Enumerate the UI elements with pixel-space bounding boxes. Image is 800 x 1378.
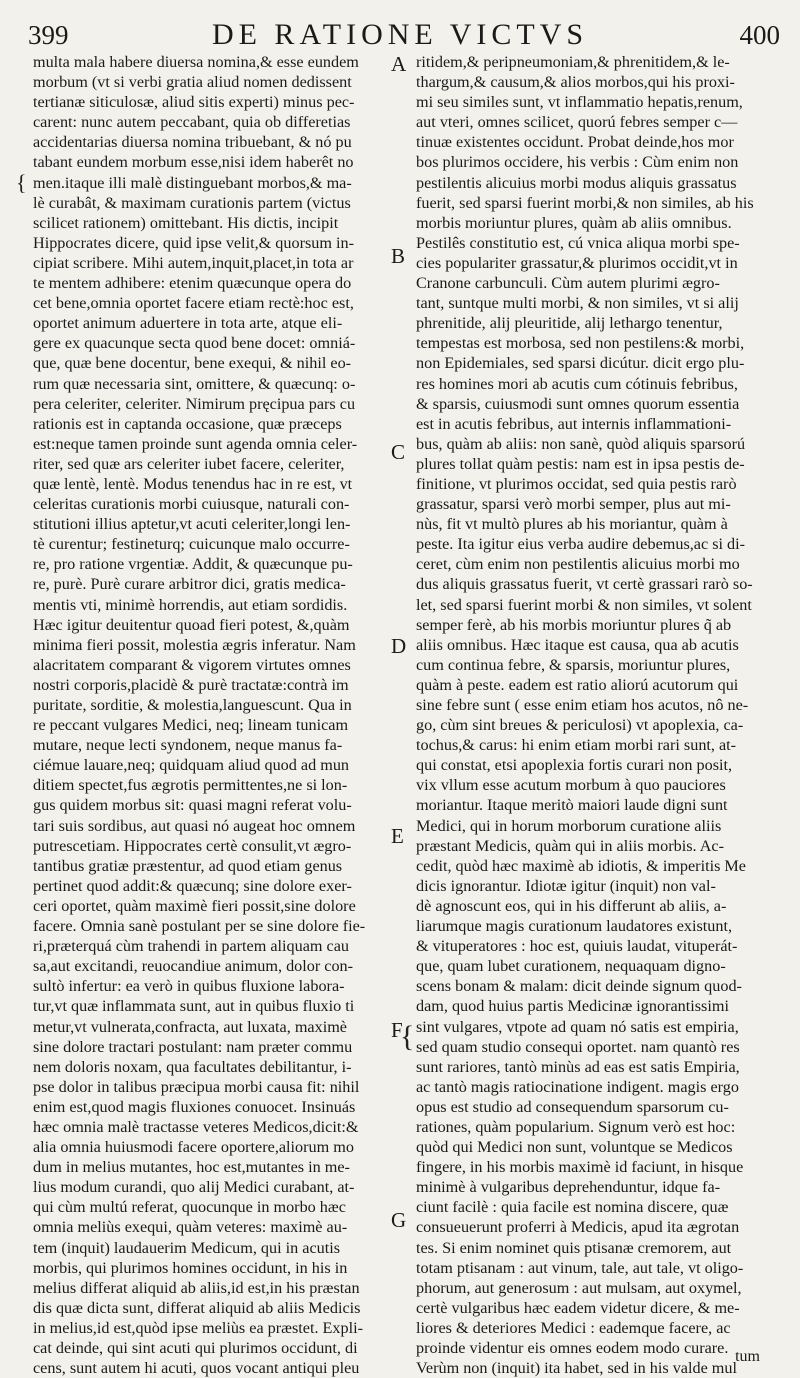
right-column-line: dè agnoscunt eos, qui in his differunt ab aliis, a- <box>416 896 727 915</box>
left-column-line: tem (inquit) laudauerim Medicum, qui in acutis <box>33 1238 341 1257</box>
left-column-line: ceri oportet, quàm maximè fieri possit,sine dolore <box>33 896 356 915</box>
right-column-line: cum continua febre, & sparsis, moriuntur plures, <box>416 655 731 674</box>
right-column-line: Cranone carbunculi. Cùm autem plurimi ægro- <box>416 274 720 293</box>
right-column-line: ritidem,& peripneumoniam,& phrenitidem,& le- <box>416 53 730 71</box>
left-column-line: cet bene,omnia oportet facere etiam rectè:hoc est, <box>33 294 354 313</box>
right-column-line: quàm à peste. eadem est ratio aliorú acutorum qui <box>416 675 739 694</box>
right-column-line: tant, suntque multi morbi, & non similes, vt si alij <box>416 294 739 313</box>
left-column-line: scilicet rationem) omittebant. His dictis, incipit <box>33 213 339 232</box>
section-marker-b: B <box>391 244 406 268</box>
page-number-right: 400 <box>739 20 780 50</box>
right-column-line: fingere, in his morbis maximè id faciunt, in hisque <box>416 1158 744 1177</box>
right-column-line: thargum,& causum,& alios morbos,qui his proxi- <box>416 73 735 92</box>
right-column-line: proinde videntur eis omnes eodem modo curare. <box>416 1339 729 1357</box>
left-column-line: pera celeriter, celeriter. Nimirum pręcipua pars cu <box>33 394 356 413</box>
left-column-line: alacritatem comparant & vigorem virtutes omnes <box>33 655 351 674</box>
left-column-line: sa,aut excitandi, reuocandiue animum, dolor con- <box>33 957 354 976</box>
left-column-line: mutare, neque lecti syndonem, neque manus fa- <box>33 736 343 755</box>
left-column-line: cens, sunt autem hi acuti, quos vocant antiqui pleu <box>33 1359 360 1378</box>
right-column-line: & sparsis, cuiusmodi sunt omnes quorum essentia <box>416 394 740 413</box>
right-column-line: aut vteri, omnes scilicet, quorú febres semper c— <box>416 113 738 132</box>
left-column-line: tantibus gratiæ præstentur, ad quod etiam genus <box>33 856 343 875</box>
section-marker-d: D <box>391 634 407 658</box>
right-column-line: cedit, quòd hæc maximè ab idiotis, & imperitis Me <box>416 856 746 875</box>
left-column-line: tè curentur; festineturq; cuicunque malo occurre- <box>33 535 350 554</box>
left-column-line: putrescetiam. Hippocrates certè consulit,vt ægro- <box>33 836 352 855</box>
right-column-line: finitione, vt plurimos occidat, sed quia pestis rarò <box>416 474 737 493</box>
left-column-line: Hippocrates dicere, quid ipse velit,& quorsum in- <box>33 233 354 252</box>
left-column-line: pertinet quod addit:& quæcunq; sine dolore exer- <box>33 876 352 895</box>
right-column-line: dicis ignorantur. Idiotæ igitur (inquit) non val- <box>416 876 716 895</box>
left-column-line: lè curabât, & maximam curationis partem (victus <box>33 193 351 212</box>
left-column-line: stitutioni illius aptetur,vt acuti celeriter,longi len- <box>33 515 351 534</box>
left-column-line: que, quæ bene docentur, bene exequi, & nihil eo- <box>33 354 352 373</box>
left-column-line: facere. Omnia sanè postulant per se sine dolore fie- <box>33 917 366 936</box>
left-column-line: in melius,id est,quòd ipse meliùs ea præstet. Expli- <box>33 1318 364 1337</box>
right-column-line: grassatur, sparsi verò morbi semper, plus aut mi- <box>416 495 731 514</box>
right-column-line: consueuerunt proferri à Medicis, apud ita ægrotan <box>416 1218 740 1237</box>
section-marker-e: E <box>391 824 404 848</box>
right-column-line: quòd qui Medici non sunt, voluntque se Medicos <box>416 1138 733 1157</box>
left-column-line: dum in melius mutantes, hoc est,mutantes in me- <box>33 1158 350 1177</box>
right-column-line: Pestilês constitutio est, cú vnica aliqua morbi spe- <box>416 233 740 252</box>
right-column-line: sunt rariores, tantò minùs ad eas est satis Empiria, <box>416 1057 740 1076</box>
left-column-line: pse dolor in talibus præcipua morbi causa fit: nihil <box>33 1077 360 1096</box>
right-column-line: bus, quàm ab aliis: non sanè, quòd aliquis sparsorú <box>416 434 746 453</box>
right-column-line: qui constat, etsi apoplexia fortis curari non posit, <box>416 756 733 775</box>
left-column-line: tur,vt quæ inflammata sunt, aut in quibus fluxio ti <box>33 997 355 1016</box>
right-column-line: liarumque magis curationum laudatores existunt, <box>416 917 733 936</box>
left-column-line: carent: nunc autem peccabant, quia ob differetias <box>33 113 351 132</box>
left-column-line: metur,vt vulnerata,confracta, aut luxata, maximè <box>33 1017 347 1036</box>
section-marker-f: F <box>391 1018 403 1042</box>
page-header <box>0 14 800 54</box>
right-column <box>416 52 788 1378</box>
left-column-line: morbis, qui plurimos homines occidunt, in his in <box>33 1258 348 1277</box>
left-column-line: celeritas curationis morbi cuiusque, naturali con- <box>33 495 350 514</box>
left-column-line: tari suis sordibus, aut quasi nó augeat hoc omnem <box>33 816 356 835</box>
left-column-line: qui cùm multú referat, quocunque in morbo hæc <box>33 1198 346 1217</box>
left-column-line: re peccant vulgares Medici, neq; lineam tunicam <box>33 716 349 735</box>
right-column-line: scens bonam & malam: dicit deinde signum quod- <box>416 977 742 996</box>
left-column <box>33 52 395 1378</box>
left-column-line: gus quidem morbus sit: quasi magni referat volu- <box>33 796 352 815</box>
right-column-line: tempestas est morbosa, sed non pestilens:& morbi, <box>416 334 745 353</box>
left-column-line: cat deinde, qui sint acuti qui plurimos occidunt, di <box>33 1339 358 1357</box>
left-column-line: dis quæ dicta sunt, differat aliquid ab aliis Medicis <box>33 1298 361 1317</box>
right-column-line: vix vllum esse acutum morbum à quo pauciores <box>416 776 726 795</box>
right-column-line: cies populariter grassatur,& plurimos occidit,vt in <box>416 253 738 272</box>
left-column-line: minima fieri possit, molestia ægris inferatur. Nam <box>33 635 356 654</box>
left-column-line: quæ lentè, lentè. Modus tenendus hac in re est, vt <box>33 474 353 493</box>
right-column-line: ceret, cùm enim non pestilentis alicuius morbi mo <box>416 555 740 574</box>
left-column-line: tertianæ siticulosæ, aliud sitis experti) minus pec- <box>33 93 355 112</box>
left-column-line: est:neque tamen proinde sunt agenda omnia celer- <box>33 434 358 453</box>
left-column-line: men.itaque illi malè distinguebant morbos,& ma- <box>33 173 352 192</box>
left-column-line: morbum (vt si verbi gratia aliud nomen dedissent <box>33 73 352 92</box>
right-column-line: plures tollat quàm pestis: nam est in ipsa pestis de- <box>416 454 745 473</box>
right-column-line: Medici, qui in horum morborum curatione aliis <box>416 816 722 835</box>
right-column-line: & vituperatores : hoc est, quiuis laudat, vituperát- <box>416 937 738 956</box>
left-column-line: ri,præterquá cùm trahendi in partem aliquam cau <box>33 937 349 956</box>
left-column-line: gere ex quacunque secta quod bene docet: omniá- <box>33 334 356 353</box>
catchword: tum <box>735 1348 760 1365</box>
left-column-line: riter, sed quæ ars celeriter iubet facere, celeriter, <box>33 454 345 473</box>
right-column-line: fuerit, sed sparsi fuerint morbi,& non similes, ab his <box>416 193 754 212</box>
left-column-line: multa mala habere diuersa nomina,& esse eundem <box>33 53 359 71</box>
right-column-line: go, cùm sint breues & periculosi) vt apoplexia, ca- <box>416 716 744 735</box>
left-column-line: hæc omnia malè tractasse veteres Medicos,dicit:& <box>33 1117 359 1136</box>
right-column-line: ciunt facilè : quia facile est nomina discere, quæ <box>416 1198 729 1217</box>
right-column-line: aliis omnibus. Hæc itaque est causa, qua ab acutis <box>416 635 739 654</box>
left-column-line: re, purè. Purè curare arbitror dici, gratis medica- <box>33 575 346 594</box>
section-marker-a: A <box>391 52 407 76</box>
section-marker-c: C <box>391 440 406 464</box>
margin-bracket-mark-f: { <box>400 1020 415 1053</box>
left-column-line: rationis est in captanda occasione, quæ præceps <box>33 414 342 433</box>
right-column-line: totam ptisanam : aut vinum, tale, aut tale, vt oligo- <box>416 1258 744 1277</box>
left-column-line: re, pro ratione vrgentiæ. Addit, & quæcunque pu- <box>33 555 353 574</box>
right-column-line: rationes, quàm popularium. Signum verò est hoc: <box>416 1117 736 1136</box>
right-column-line: tes. Si enim nominet quis ptisanæ cremorem, aut <box>416 1238 732 1257</box>
right-column-line: tochus,& carus: hi enim etiam morbi rari sunt, at- <box>416 736 737 755</box>
right-column-line: let, sed sparsi fuerint morbi & non similes, vt solent <box>416 595 752 614</box>
section-marker-g: G <box>391 1208 407 1232</box>
left-column-line: cipiat scribere. Mihi autem,inquit,placet,in tota ar <box>33 253 354 272</box>
page-number-left: 399 <box>28 20 69 50</box>
running-title: DE RATIONE VICTVS <box>211 18 589 51</box>
right-column-line: non Epidemiales, sed sparsi dicútur. dicit ergo plu- <box>416 354 745 373</box>
right-column-line: nùs, fit vt multò plures ab his moriantur, quàm à <box>416 515 728 534</box>
right-column-line: tinuæ existentes occidunt. Probat deinde,hos mor <box>416 133 734 152</box>
left-column-line: melius differat aliquid ab aliis,id est,in his præstan <box>33 1278 360 1297</box>
right-column-line: minimè à vulgaribus deprehenduntur, idque fa- <box>416 1178 721 1197</box>
right-column-line: bos plurimos occidere, his verbis : Cùm enim non <box>416 153 739 172</box>
right-column-line: que, quam lubet curationem, nequaquam digno- <box>416 957 726 976</box>
right-column-line: sine febre sunt ( esse enim etiam hos acutos, nô ne- <box>416 696 749 714</box>
left-column-line: oportet animum aduertere in tota arte, atque eli- <box>33 314 343 333</box>
left-column-line: nostri corporis,placidè & purè tractatæ:contrà im <box>33 675 349 694</box>
left-column-line: alia omnia huiusmodi facere oportere,aliorum mo <box>33 1138 354 1157</box>
left-column-line: ditiem spectet,fus ægrotis permittentes,ne si lon- <box>33 776 348 795</box>
right-column-line: phorum, aut generosum : aut mulsam, aut oxymel, <box>416 1278 742 1297</box>
right-column-line: sint vulgares, vtpote ad quam nó satis est empiria, <box>416 1017 739 1036</box>
left-column-line: sine dolore tractari postulant: nam præter commu <box>33 1037 353 1056</box>
left-column-line: ciémue lauare,neq; quidquam aliud quod ad mun <box>33 756 350 775</box>
right-column-line: præstant Medicis, quàm qui in aliis morbis. Ac- <box>416 836 724 855</box>
left-column-line: omnia meliùs exequi, quàm veteres: maximè au- <box>33 1218 348 1237</box>
right-column-line: peste. Ita igitur eius verba audire debemus,ac si di- <box>416 535 746 554</box>
right-column-line: mi seu similes sunt, vt inflammatio hepatis,renum, <box>416 93 743 112</box>
left-column-line: lius modum curandi, quo alij Medici curabant, at- <box>33 1178 355 1197</box>
right-column-line: opus est studio ad consequendum sparsorum cu- <box>416 1097 729 1116</box>
left-column-line: te mentem adhibere: etenim quæcunque opera do <box>33 274 352 293</box>
right-column-line: sed quam studio consequi oportet. nam quantò res <box>416 1037 740 1056</box>
right-column-line: certè vulgaribus hæc eadem videtur dicere, & me- <box>416 1298 740 1317</box>
left-column-line: tabant eundem morbum esse,nisi idem haberêt no <box>33 153 354 172</box>
right-column-line: ac tantò magis ratiocinatione indigent. magis ergo <box>416 1077 739 1096</box>
right-column-line: pestilentis alicuius morbi modus aliquis grassatus <box>416 173 737 192</box>
left-column-line: rum quæ necessaria sint, omittere, & quæcunq: o- <box>33 374 356 393</box>
left-column-line: sultò infertur: ea verò in quibus fluxione labora- <box>33 977 345 996</box>
right-column-line: Verùm non (inquit) ita habet, sed in his valde mul <box>416 1359 737 1378</box>
right-column-line: phrenitide, alij pleuritide, alij lethargo tenentur, <box>416 314 723 333</box>
right-column-line: est in acutis febribus, aut internis inflammationi- <box>416 414 732 433</box>
right-column-line: moriantur. Itaque meritò maiori laude digni sunt <box>416 796 728 815</box>
left-column-line: accidentarias diuersa nomina tribuebant, & nó pu <box>33 133 352 152</box>
right-column-line: dus aliquis grassatus fuerit, vt certè grassari rarò so- <box>416 575 753 594</box>
left-column-line: puritate, sorditie, & molestia,languescunt. Qua in <box>33 696 352 714</box>
left-column-line: mentis vti, minimè horrendis, aut etiam sordidis. <box>33 595 348 614</box>
left-column-line: enim est,quod magis fluxiones conuocet. Insinuás <box>33 1097 356 1116</box>
right-column-line: liores & deteriores Medici : eademque facere, ac <box>416 1318 731 1337</box>
margin-bracket-mark: { <box>16 170 27 195</box>
right-column-line: res homines mori ab acutis cum cótinuis febribus, <box>416 374 738 393</box>
left-column-line: Hæc igitur deuitentur quoad fieri potest, &,quàm <box>33 615 350 634</box>
right-column-line: dam, quod huius partis Medicinæ ignorantissimi <box>416 997 729 1016</box>
right-column-line: semper ferè, ab his morbis moriuntur plures q̃ ab <box>416 615 732 634</box>
right-column-line: morbis moriuntur plures, quàm ab aliis omnibus. <box>416 213 732 232</box>
left-column-line: nem doloris noxam, qua facultates debilitantur, i- <box>33 1057 352 1076</box>
